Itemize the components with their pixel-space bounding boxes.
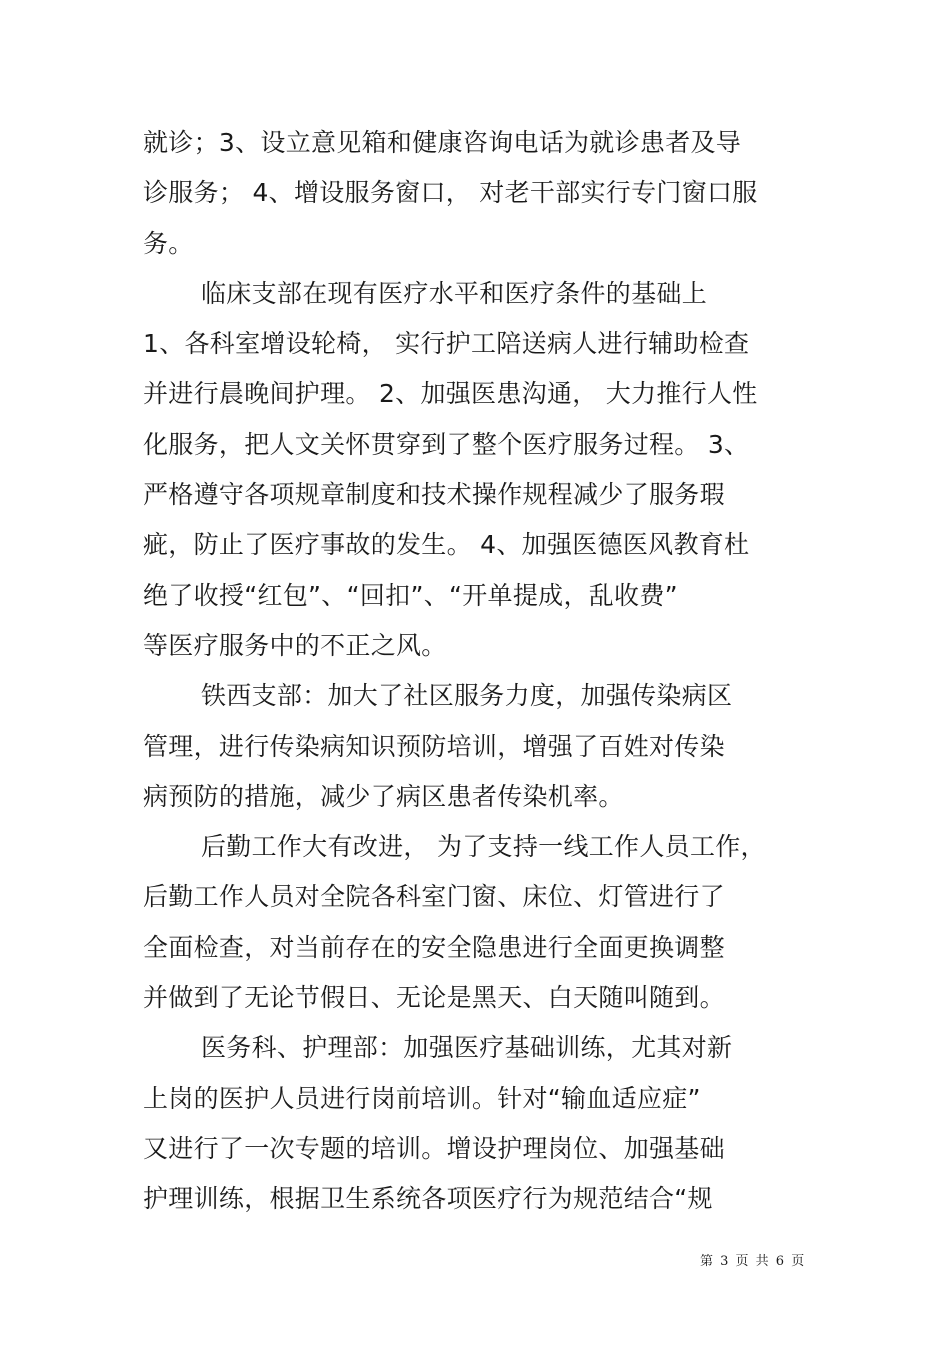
text-line-12: 铁西支部：加大了社区服务力度，加强传染病区 bbox=[201, 681, 733, 711]
text-line-11: 等医疗服务中的不正之风。 bbox=[143, 630, 447, 660]
text-line-10: 绝了收授“红包”、“回扣”、“开单提成，乱收费” bbox=[143, 580, 678, 610]
text-line-20: 上岗的医护人员进行岗前培训。针对“输血适应症” bbox=[143, 1083, 701, 1113]
body-text bbox=[143, 118, 843, 1225]
text-line-2: 诊服务； 4、增设服务窗口， 对老干部实行专门窗口服 bbox=[143, 178, 758, 208]
text-line-16: 后勤工作人员对全院各科室门窗、床位、灯管进行了 bbox=[143, 882, 725, 912]
text-line-18: 并做到了无论节假日、无论是黑天、白天随叫随到。 bbox=[143, 983, 725, 1013]
text-line-21: 又进行了一次专题的培训。增设护理岗位、加强基础 bbox=[143, 1133, 725, 1163]
page-number: 第 3 页 共 6 页 bbox=[700, 1254, 805, 1269]
text-line-8: 严格遵守各项规章制度和技术操作规程减少了服务瑕 bbox=[143, 480, 725, 510]
text-line-15: 后勤工作大有改进， 为了支持一线工作人员工作， bbox=[201, 832, 766, 862]
text-line-7: 化服务，把人文关怀贯穿到了整个医疗服务过程。 3、 bbox=[143, 429, 750, 459]
text-line-4: 临床支部在现有医疗水平和医疗条件的基础上 bbox=[201, 278, 708, 308]
text-line-9: 疵，防止了医疗事故的发生。 4、加强医德医风教育杜 bbox=[143, 530, 750, 560]
text-line-1: 就诊；3、设立意见箱和健康咨询电话为就诊患者及导 bbox=[143, 128, 742, 157]
text-line-19: 医务科、护理部：加强医疗基础训练，尤其对新 bbox=[201, 1033, 733, 1063]
text-line-14: 病预防的措施，减少了病区患者传染机率。 bbox=[143, 781, 624, 811]
text-line-17: 全面检查，对当前存在的安全隐患进行全面更换调整 bbox=[143, 932, 725, 962]
text-line-5: 1、各科室增设轮椅， 实行护工陪送病人进行辅助检查 bbox=[143, 329, 750, 359]
text-line-6: 并进行晨晚间护理。 2、加强医患沟通， 大力推行人性 bbox=[143, 379, 758, 409]
text-line-13: 管理，进行传染病知识预防培训，增强了百姓对传染 bbox=[143, 731, 725, 761]
text-line-3: 务。 bbox=[143, 228, 194, 258]
text-line-22: 护理训练，根据卫生系统各项医疗行为规范结合“规 bbox=[143, 1184, 713, 1214]
